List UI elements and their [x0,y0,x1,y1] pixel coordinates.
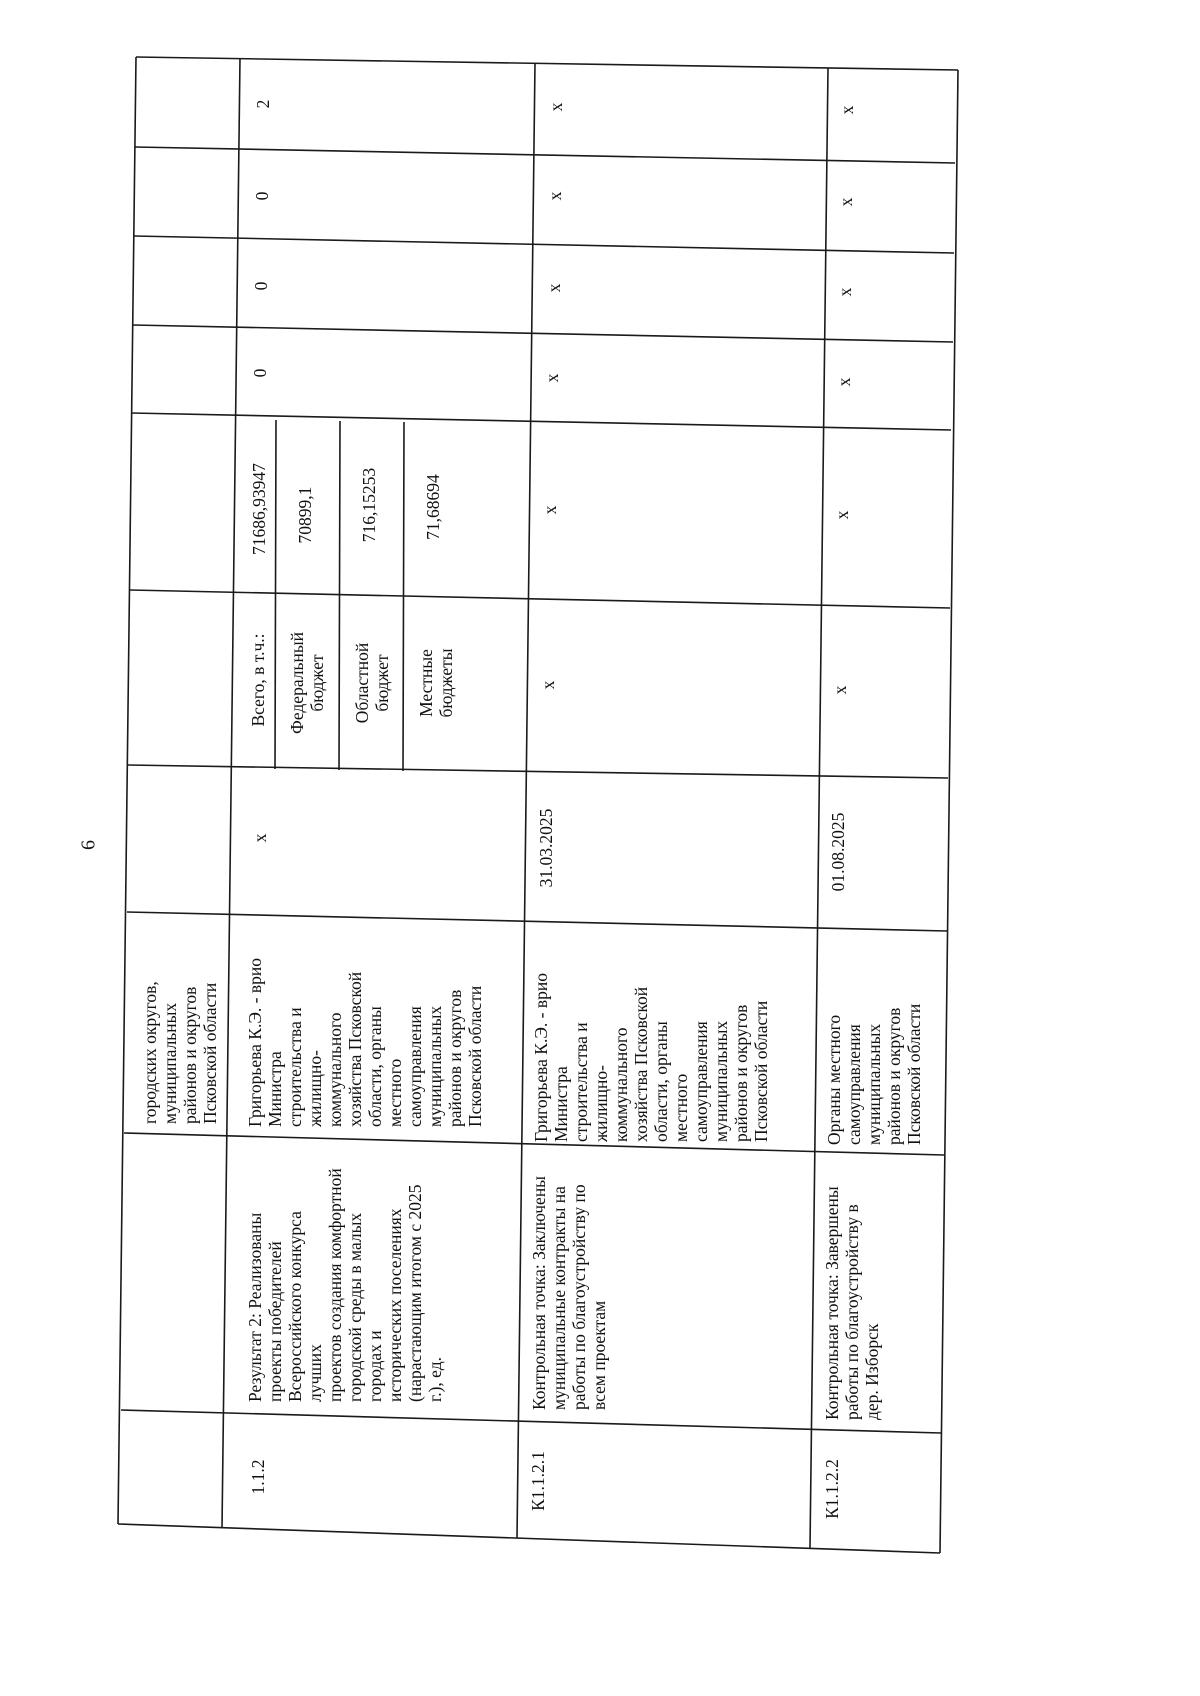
row-1-value-2: 0 [251,281,271,291]
row-1-funding-amount-3: 716,15253 [359,467,379,543]
row-2-date: 31.03.2025 [536,808,556,888]
row-3-date: 01.08.2025 [828,812,848,892]
row-3-funding-source: х [830,685,850,695]
continued-row-responsible: городских округов, муниципальных районов и округов Псковской области [140,981,220,1124]
row-3-code: К1.1.2.2 [822,1459,842,1519]
row-1-code: 1.1.2 [248,1459,268,1495]
row-2-code: К1.1.2.1 [528,1451,548,1511]
row-3-name: Контрольная точка: Завершены работы по благоустройству в дер. Изборск [822,1186,882,1420]
row-2-responsible: Григорьева К.Э. - врио Министра строительства и жилищно- коммунального хозяйства Псковской области, органы местного самоуправления муниципальных районов и округов Псковской области [531,973,771,1142]
page-number: 6 [77,840,100,850]
row-2-funding-amount: х [540,505,560,515]
row-1-funding-source-3: Областной бюджет [352,642,392,724]
row-2-value-1: х [542,373,562,383]
row-3-value-1: х [834,377,854,387]
row-1-funding-amount-4: 71,68694 [423,474,443,540]
row-2-name: Контрольная точка: Заключены муниципальные контракты на работы по благоустройству по всем проектам [529,1176,609,1410]
row-3-funding-amount: х [832,510,852,520]
row-1-funding-source-2: Федеральный бюджет [287,632,327,734]
row-1-funding-source-1: Всего, в т.ч.: [248,633,268,727]
row-2-value-4: х [546,102,566,112]
row-1-value-4: 2 [253,99,273,109]
row-1-name: Результат 2: Реализованы проекты победителей Всероссийского конкурса лучших проектов создания комфортной городской среды в малых городах и исторических поселениях (нарастающим итогом с 2025 г.), ед. [245,1168,445,1402]
row-1-funding-source-4: Местные бюджеты [416,648,456,718]
row-3-responsible: Органы местного самоуправления муниципальных районов и округов Псковской области [824,1003,924,1145]
row-3-value-4: х [837,105,857,115]
row-2-value-3: х [545,191,565,201]
row-1-value-1: 0 [250,368,270,378]
row-1-funding-amount-2: 70899,1 [295,486,315,544]
row-3-value-3: х [836,197,856,207]
row-1-value-3: 0 [252,191,272,201]
row-2-value-2: х [544,283,564,293]
row-1-responsible: Григорьева К.Э. - врио Министра строительства и жилищно- коммунального хозяйства Псковской области, органы местного самоуправления муниципальных районов и округов Псковской области [245,958,485,1127]
row-2-funding-source: х [538,680,558,690]
row-3-value-2: х [835,287,855,297]
row-1-funding-amount-1: 71686,93947 [249,463,269,555]
row-1-date: х [250,833,270,843]
